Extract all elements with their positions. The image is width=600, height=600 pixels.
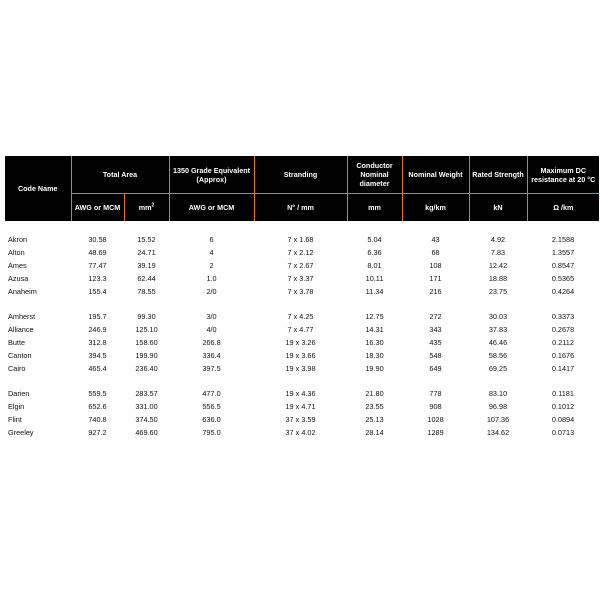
cell-rated-strength: 37.83	[488, 325, 508, 334]
cell-diameter: 5.04	[367, 235, 382, 244]
cell-stranding: 37 x 4.02	[285, 428, 316, 437]
cell-dc-resistance: 1.3557	[551, 248, 575, 257]
cell-dc-resistance: 0.5365	[551, 274, 575, 283]
cell-area-mm2: 62.44	[137, 274, 156, 283]
cell-dc-resistance: 0.3373	[551, 312, 575, 321]
group-spacer	[5, 221, 599, 233]
cell-diameter: 16.30	[365, 338, 384, 347]
unit-awg-mcm: AWG or MCM	[71, 194, 124, 222]
spacer-cell	[5, 298, 599, 310]
cell-area-mm2: 24.71	[137, 248, 156, 257]
header-total-area: Total Area	[71, 156, 169, 194]
cell-weight: 68	[431, 248, 440, 257]
cell-weight: 43	[431, 235, 440, 244]
unit-kg-km: kg/km	[402, 194, 469, 222]
cell-stranding: 7 x 2.12	[287, 248, 314, 257]
unit-mm2	[124, 194, 169, 222]
cell-stranding: 19 x 4.71	[285, 402, 316, 411]
cell-dc-resistance: 0.4264	[551, 287, 575, 296]
cell-dc-resistance: 0.1676	[551, 351, 575, 360]
cell-rated-strength: 18.88	[488, 274, 508, 283]
cell-grade-equivalent: 556.5	[202, 402, 221, 411]
cell-stranding: 7 x 3.37	[287, 274, 314, 283]
cell-code-name: Greeley	[8, 428, 34, 437]
cell-awg-mcm: 155.4	[88, 287, 107, 296]
cell-diameter: 14.31	[365, 325, 384, 334]
cell-rated-strength: 4.92	[490, 235, 506, 244]
cell-grade-equivalent: 795.0	[202, 428, 221, 437]
cell-dc-resistance: 0.1012	[551, 402, 575, 411]
cell-dc-resistance: 0.8547	[551, 261, 575, 270]
table-body	[5, 221, 599, 439]
cell-weight: 1289	[427, 428, 444, 437]
unit-mm2-superscript: 2	[151, 202, 155, 209]
cell-code-name: Cairo	[8, 364, 26, 373]
cell-weight: 216	[429, 287, 442, 296]
table-row	[5, 323, 599, 336]
spacer-cell	[5, 375, 599, 387]
cell-stranding: 37 x 3.59	[285, 415, 316, 424]
cell-rated-strength: 134.62	[486, 428, 510, 437]
cell-weight: 171	[429, 274, 442, 283]
cell-grade-equivalent: 3/0	[206, 312, 217, 321]
table-header	[5, 156, 599, 221]
cell-weight: 272	[429, 312, 442, 321]
header-nominal-weight: Nominal Weight	[402, 156, 469, 194]
header-code-name: Code Name	[5, 156, 71, 221]
cell-awg-mcm: 123.3	[88, 274, 107, 283]
cell-stranding: 19 x 3.98	[285, 364, 316, 373]
cell-awg-mcm: 30.58	[88, 235, 107, 244]
cell-grade-equivalent: 397.5	[202, 364, 221, 373]
cell-stranding: 7 x 4.77	[287, 325, 314, 334]
cell-code-name: Darien	[8, 389, 30, 398]
cell-code-name: Butte	[8, 338, 26, 347]
table-row	[5, 413, 599, 426]
header-stranding: Stranding	[254, 156, 347, 194]
cell-rated-strength: 83.10	[488, 389, 508, 398]
cell-rated-strength: 12.42	[488, 261, 508, 270]
group-spacer	[5, 298, 599, 310]
cell-diameter: 21.80	[365, 389, 384, 398]
cell-rated-strength: 96.98	[488, 402, 508, 411]
unit-kn: kN	[469, 194, 527, 222]
cell-code-name: Alliance	[8, 325, 34, 334]
cell-awg-mcm: 246.9	[88, 325, 107, 334]
cell-awg-mcm: 195.7	[88, 312, 107, 321]
cell-diameter: 25.13	[365, 415, 384, 424]
cell-grade-equivalent: 4	[209, 248, 214, 257]
cell-weight: 778	[429, 389, 442, 398]
cell-rated-strength: 46.46	[488, 338, 508, 347]
spacer-cell	[5, 221, 599, 233]
cell-diameter: 12.75	[365, 312, 384, 321]
table-row	[5, 259, 599, 272]
cell-diameter: 19.90	[365, 364, 384, 373]
cell-rated-strength: 30.03	[488, 312, 508, 321]
cell-weight: 908	[429, 402, 442, 411]
cell-grade-equivalent: 336.4	[202, 351, 221, 360]
cell-awg-mcm: 559.5	[88, 389, 107, 398]
header-dc-resistance: Maximum DC resistance at 20 °C	[527, 156, 599, 194]
cell-diameter: 8.01	[367, 261, 382, 270]
table-row	[5, 426, 599, 439]
cell-weight: 649	[429, 364, 442, 373]
table-row	[5, 310, 599, 323]
cell-stranding: 7 x 1.68	[287, 235, 314, 244]
cell-dc-resistance: 0.0713	[551, 428, 575, 437]
cell-grade-equivalent: 4/0	[206, 325, 217, 334]
cell-code-name: Elgin	[8, 402, 25, 411]
unit-mm2-base: mm	[138, 203, 152, 212]
cell-area-mm2: 199.90	[135, 351, 158, 360]
cell-diameter: 11.34	[365, 287, 384, 296]
cell-diameter: 6.36	[367, 248, 382, 257]
cell-weight: 1028	[427, 415, 444, 424]
cell-dc-resistance: 0.1181	[552, 389, 574, 398]
cell-code-name: Anaheim	[8, 287, 37, 296]
group-spacer	[5, 375, 599, 387]
cell-code-name: Alton	[8, 248, 25, 257]
cell-code-name: Flint	[8, 415, 22, 424]
cell-awg-mcm: 77.47	[88, 261, 107, 270]
cell-weight: 343	[429, 325, 442, 334]
cell-grade-equivalent: 2/0	[206, 287, 217, 296]
cell-area-mm2: 39.19	[137, 261, 156, 270]
cell-rated-strength: 7.83	[490, 248, 506, 257]
cell-grade-equivalent: 636.0	[202, 415, 221, 424]
cell-area-mm2: 78.55	[137, 287, 156, 296]
table-row	[5, 246, 599, 259]
cell-code-name: Akron	[8, 235, 28, 244]
cell-grade-equivalent: 477.0	[202, 389, 221, 398]
cell-dc-resistance: 0.2678	[551, 325, 575, 334]
unit-awg-mcm-grade: AWG or MCM	[169, 194, 254, 222]
table-row	[5, 336, 599, 349]
table-row	[5, 349, 599, 362]
cell-stranding: 7 x 4.25	[287, 312, 314, 321]
cell-rated-strength: 58.56	[488, 351, 508, 360]
cell-rated-strength: 107.36	[486, 415, 510, 424]
cell-stranding: 19 x 3.26	[285, 338, 316, 347]
cell-grade-equivalent: 1.0	[206, 274, 217, 283]
table-row	[5, 400, 599, 413]
header-rated-strength: Rated Strength	[469, 156, 527, 194]
cell-weight: 108	[429, 261, 442, 270]
cell-code-name: Amherst	[8, 312, 36, 321]
cell-area-mm2: 99.30	[137, 312, 156, 321]
cell-diameter: 28.14	[365, 428, 384, 437]
cable-spec-table-container	[5, 156, 599, 439]
cell-awg-mcm: 652.6	[88, 402, 107, 411]
header-grade-equivalent: 1350 Grade Equivalent (Approx)	[169, 156, 254, 194]
cell-dc-resistance: 0.1417	[551, 364, 575, 373]
cell-code-name: Canton	[8, 351, 32, 360]
cell-weight: 548	[429, 351, 442, 360]
cell-stranding: 19 x 3.66	[285, 351, 316, 360]
cell-weight: 435	[429, 338, 442, 347]
cell-awg-mcm: 927.2	[88, 428, 107, 437]
cell-grade-equivalent: 266.8	[202, 338, 221, 347]
cell-area-mm2: 374.50	[135, 415, 158, 424]
cell-area-mm2: 158.60	[135, 338, 158, 347]
cell-code-name: Ames	[8, 261, 27, 270]
cell-stranding: 19 x 4.36	[285, 389, 316, 398]
cell-rated-strength: 23.75	[488, 287, 508, 296]
cell-grade-equivalent: 6	[209, 235, 214, 244]
cable-spec-table	[5, 156, 599, 439]
cell-area-mm2: 125.10	[135, 325, 158, 334]
cell-awg-mcm: 312.8	[88, 338, 107, 347]
cell-awg-mcm: 48.69	[88, 248, 107, 257]
cell-awg-mcm: 465.4	[88, 364, 107, 373]
cell-awg-mcm: 740.8	[88, 415, 107, 424]
cell-dc-resistance: 2.1588	[551, 235, 575, 244]
table-row	[5, 233, 599, 246]
cell-diameter: 23.55	[365, 402, 384, 411]
table-row	[5, 272, 599, 285]
cell-area-mm2: 283.57	[135, 389, 158, 398]
cell-rated-strength: 69.25	[488, 364, 508, 373]
unit-strands-mm: N° / mm	[254, 194, 347, 222]
unit-mm: mm	[347, 194, 402, 222]
cell-grade-equivalent: 2	[209, 261, 214, 270]
table-row	[5, 387, 599, 400]
cell-dc-resistance: 0.2112	[552, 338, 574, 347]
cell-stranding: 7 x 2.67	[287, 261, 314, 270]
unit-ohm-km: Ω /km	[527, 194, 599, 222]
cell-stranding: 7 x 3.78	[287, 287, 314, 296]
cell-code-name: Azusa	[8, 274, 29, 283]
cell-diameter: 10.11	[365, 274, 384, 283]
cell-area-mm2: 15.52	[137, 235, 156, 244]
cell-dc-resistance: 0.0894	[551, 415, 575, 424]
cell-awg-mcm: 394.5	[88, 351, 107, 360]
table-row	[5, 362, 599, 375]
cell-area-mm2: 331.00	[135, 402, 158, 411]
header-conductor-diameter: Conductor Nominal diameter	[347, 156, 402, 194]
cell-diameter: 18.30	[365, 351, 384, 360]
cell-area-mm2: 236.40	[135, 364, 158, 373]
table-row	[5, 285, 599, 298]
cell-area-mm2: 469.60	[135, 428, 158, 437]
